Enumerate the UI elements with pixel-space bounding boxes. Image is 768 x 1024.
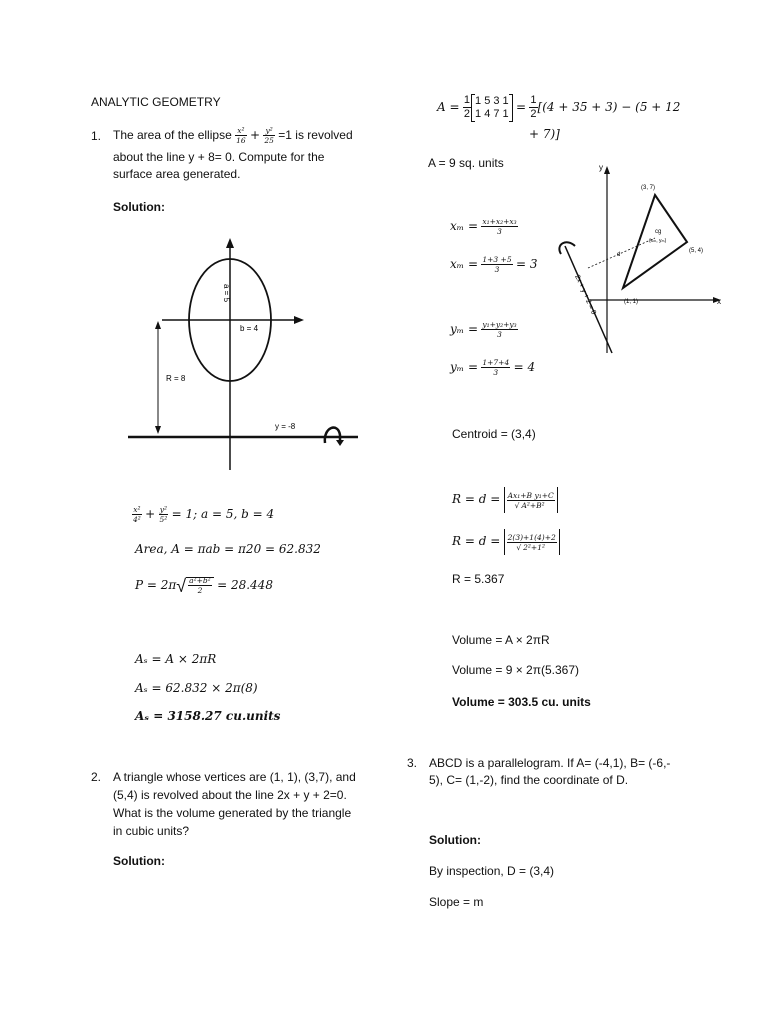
ym-value: yₘ = $\frac{1+7+4}{3}$ = 4 [450, 358, 536, 378]
q1-as2: Aₛ = 62.832 × 2π(8) [135, 681, 258, 695]
b-label: b = 4 [240, 324, 259, 333]
q1-area: Area, A = πab = π20 = 62.832 [135, 542, 321, 556]
cg-label: cg [655, 229, 662, 235]
q3-solution-label: Solution: [429, 833, 481, 847]
volume-result: Volume = 303.5 cu. units [452, 695, 591, 709]
line-label: y = -8 [275, 422, 296, 431]
q3-number: 3. [407, 756, 418, 770]
xm-value: xₘ = $\frac{1+3 +5}{3}$ = 3 [450, 255, 538, 275]
q2-text: A triangle whose vertices are (1, 1), (3,7), and (5,4) is revolved about the line 2x + y + 2=0. What is the volume generated by the triangle in cubic units? [113, 770, 356, 838]
q1-as3: Aₛ = 3158.27 cu.units [135, 709, 281, 723]
centroid: Centroid = (3,4) [452, 427, 536, 441]
ym-formula: yₘ = $\frac{\text{y₁+y₂+y₃}}{3}$ [450, 320, 517, 340]
q1-eq1: $\frac{\text{x²}}{\text{4²}}$ + $\frac{\text{y²}}{\text{5²}}$ = 1; a = 5, b = 4 [133, 505, 275, 525]
area-equation: A = $\frac{1}{2}$ 1 5 3 1 1 4 7 1 = $\frac{1}{2}$ [(4 + 35 + 3) − (5 + 12 [437, 94, 681, 121]
volume-formula: Volume = A × 2πR [452, 633, 550, 647]
r-arrow-bottom [155, 426, 161, 434]
q1-line2: about the line y + 8= 0. Compute for the [113, 150, 325, 164]
area-result: A = 9 sq. units [428, 156, 504, 170]
r-label: R = 8 [166, 374, 186, 383]
q1-line1: The area of the ellipse $\frac{\text{x²}}{16}$ + $\frac{\text{y²}}{25}$ =1 is revolved [113, 126, 353, 146]
cg-coord: (xₘ, yₘ) [649, 238, 667, 244]
x-axis-label: x [717, 297, 721, 306]
distance-formula: R = d = $\frac{\text{Ax₁+B y₁+C}}{\text{√ A²+B²}}$ [452, 486, 558, 513]
q1-line3: surface area generated. [113, 167, 241, 181]
distance-line [588, 238, 655, 268]
q3-slope: Slope = m [429, 895, 484, 909]
r-result: R = 5.367 [452, 572, 505, 586]
xm-formula: xₘ = $\frac{\text{x₁+x₂+x₃}}{3}$ [450, 217, 517, 237]
section-heading: ANALYTIC GEOMETRY [91, 95, 221, 109]
q1-solution-label: Solution: [113, 200, 165, 214]
q1-as1: Aₛ = A × 2πR [135, 652, 217, 666]
triangle-figure [545, 158, 755, 358]
a-label: a = 5 [222, 284, 231, 303]
q3-inspection: By inspection, D = (3,4) [429, 864, 555, 878]
y-axis-label: y [599, 163, 603, 172]
q2-solution-label: Solution: [113, 854, 165, 868]
q2-number: 2. [91, 770, 102, 784]
r-arrow-top [155, 321, 161, 329]
vertex-5-4: (5, 4) [689, 248, 704, 254]
q3-line2: 5), C= (1,-2), find the coordinate of D. [429, 773, 629, 787]
area-equation-cont: + 7)] [529, 127, 560, 141]
vertex-1-1: (1, 1) [624, 299, 639, 305]
x-axis-arrow [294, 316, 304, 324]
volume-values: Volume = 9 × 2π(5.367) [452, 663, 580, 677]
ellipse-figure [120, 232, 365, 477]
line-equation: 2x + y + 2 = 0 [573, 273, 597, 316]
q1-number: 1. [91, 129, 102, 143]
vertex-3-7: (3, 7) [641, 185, 656, 191]
distance-values: R = d = $\frac{2(3)+1(4)+2}{\text{√ 2²+1²}}$ [452, 528, 560, 555]
q3-line1: ABCD is a parallelogram. If A= (-4,1), B= (-6,- [429, 756, 671, 770]
q1-perimeter: P = 2π√ $\frac{\text{a²+b²}}{2}$ = 28.448 [135, 575, 273, 596]
y-axis-arrow [226, 238, 234, 248]
d-label: d [617, 252, 621, 258]
